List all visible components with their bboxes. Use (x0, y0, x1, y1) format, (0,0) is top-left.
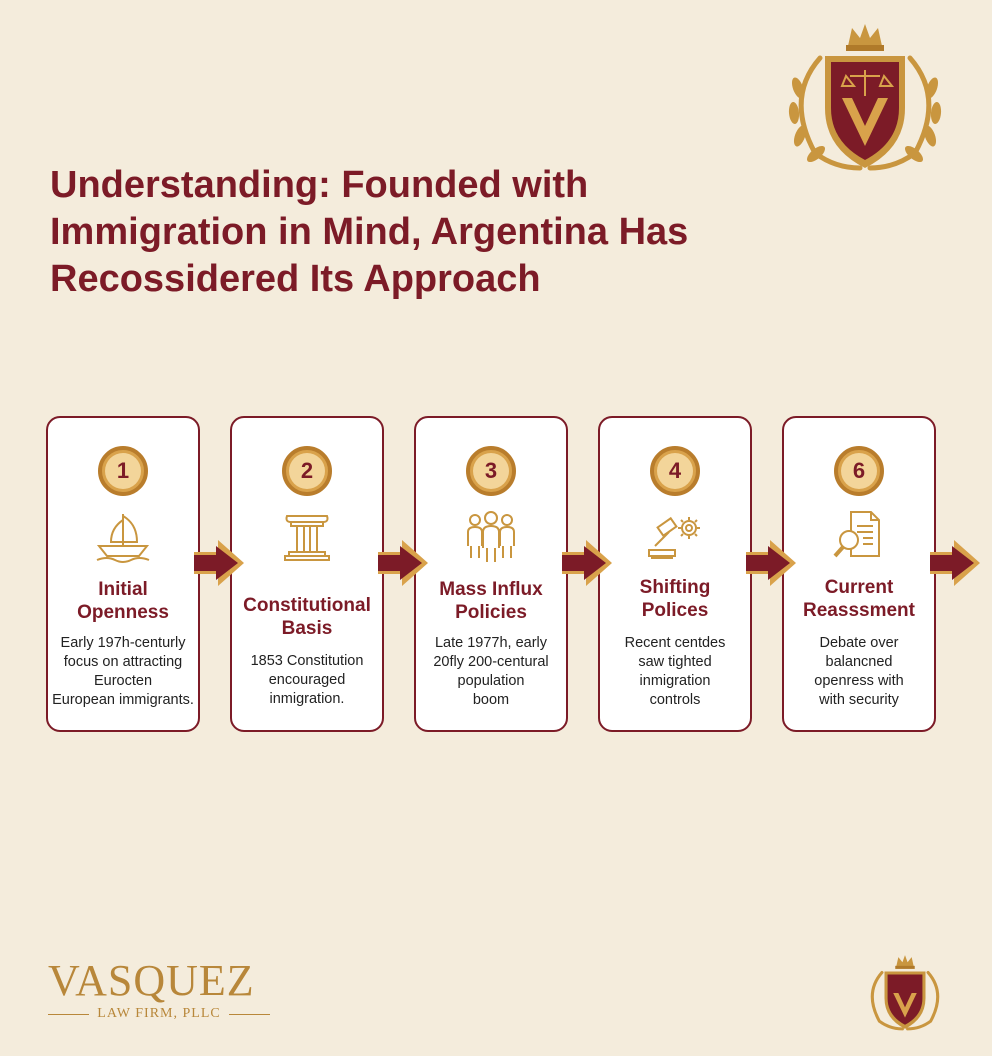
step-description-line: inmigration (639, 673, 711, 689)
column-icon (277, 508, 337, 564)
page-title (50, 162, 810, 303)
step-number: 1 (105, 453, 141, 489)
step-description-line: saw tighted (638, 654, 712, 670)
step-description-line: balancned (825, 654, 893, 670)
sailing-ship-icon (93, 508, 153, 564)
step-description-line: Early 197h-centurly (60, 635, 186, 651)
step-description-line: Debate over (819, 635, 899, 651)
step-title-line: Constitutional (243, 595, 371, 616)
step-title-line: Polices (641, 600, 709, 621)
step-card-2 (230, 416, 384, 732)
step-title (48, 578, 198, 624)
arrow-right-icon (194, 538, 246, 588)
step-title (232, 594, 382, 640)
step-description (784, 634, 934, 710)
step-description-line: Late 1977h, early (434, 635, 548, 651)
step-title (600, 576, 750, 622)
step-title-line: Openness (77, 602, 169, 623)
step-number-badge (98, 446, 148, 496)
step-number-badge (834, 446, 884, 496)
step-description (600, 634, 750, 710)
step-number: 6 (841, 453, 877, 489)
crest-logo-icon (780, 18, 950, 178)
arrow-right-icon (378, 538, 430, 588)
logo-subtitle-text: LAW FIRM, PLLC (97, 1006, 221, 1021)
step-number-badge (466, 446, 516, 496)
step-number-badge (650, 446, 700, 496)
step-description-line: openress with (814, 673, 904, 689)
title-line: Understanding: Founded with (50, 164, 589, 206)
step-description-line: boom (472, 692, 510, 708)
step-card-4 (598, 416, 752, 732)
step-description (416, 634, 566, 710)
step-description (48, 634, 198, 710)
step-description-line: European immigrants. (52, 692, 194, 708)
logo-subtitle (48, 1006, 270, 1022)
crest-logo-icon (860, 952, 950, 1034)
step-description-line: focus on attracting (63, 654, 183, 670)
step-description-line: population (457, 673, 525, 689)
gavel-gear-icon (645, 508, 705, 564)
step-description-line: controls (649, 692, 701, 708)
step-number-badge (282, 446, 332, 496)
step-description-line: Eurocten (93, 673, 153, 689)
step-description-line: 20fly 200-centural (433, 654, 549, 670)
step-description-line: Recent centdes (624, 635, 726, 651)
step-title (416, 578, 566, 624)
step-description-line: 1853 Constitution (250, 653, 364, 669)
divider (48, 1014, 89, 1015)
step-title-line: Reasssment (803, 600, 915, 621)
step-title-line: Initial (98, 579, 148, 600)
step-title-line: Current (824, 577, 894, 598)
step-description-line: with security (819, 692, 899, 708)
arrow-right-icon (930, 538, 982, 588)
step-title-line: Shifting (639, 577, 711, 598)
title-line: Recossidered Its Approach (50, 258, 541, 300)
step-card-1 (46, 416, 200, 732)
divider (229, 1014, 270, 1015)
step-card-5 (782, 416, 936, 732)
step-title-line: Basis (281, 618, 333, 639)
step-title-line: Policies (455, 602, 527, 623)
title-line: Immigration in Mind, Argentina Has (50, 211, 689, 253)
arrow-right-icon (562, 538, 614, 588)
document-search-icon (829, 508, 889, 564)
step-number: 3 (473, 453, 509, 489)
step-card-3 (414, 416, 568, 732)
step-title (784, 576, 934, 622)
arrow-right-icon (746, 538, 798, 588)
step-description-line: encouraged (268, 672, 346, 688)
step-title-line: Mass Influx (439, 579, 543, 600)
step-number: 2 (289, 453, 325, 489)
step-description (232, 652, 382, 709)
step-description-line: inmigration. (269, 691, 345, 707)
people-group-icon (461, 508, 521, 564)
step-number: 4 (657, 453, 693, 489)
logo-wordmark: VASQUEZ (48, 956, 255, 1005)
